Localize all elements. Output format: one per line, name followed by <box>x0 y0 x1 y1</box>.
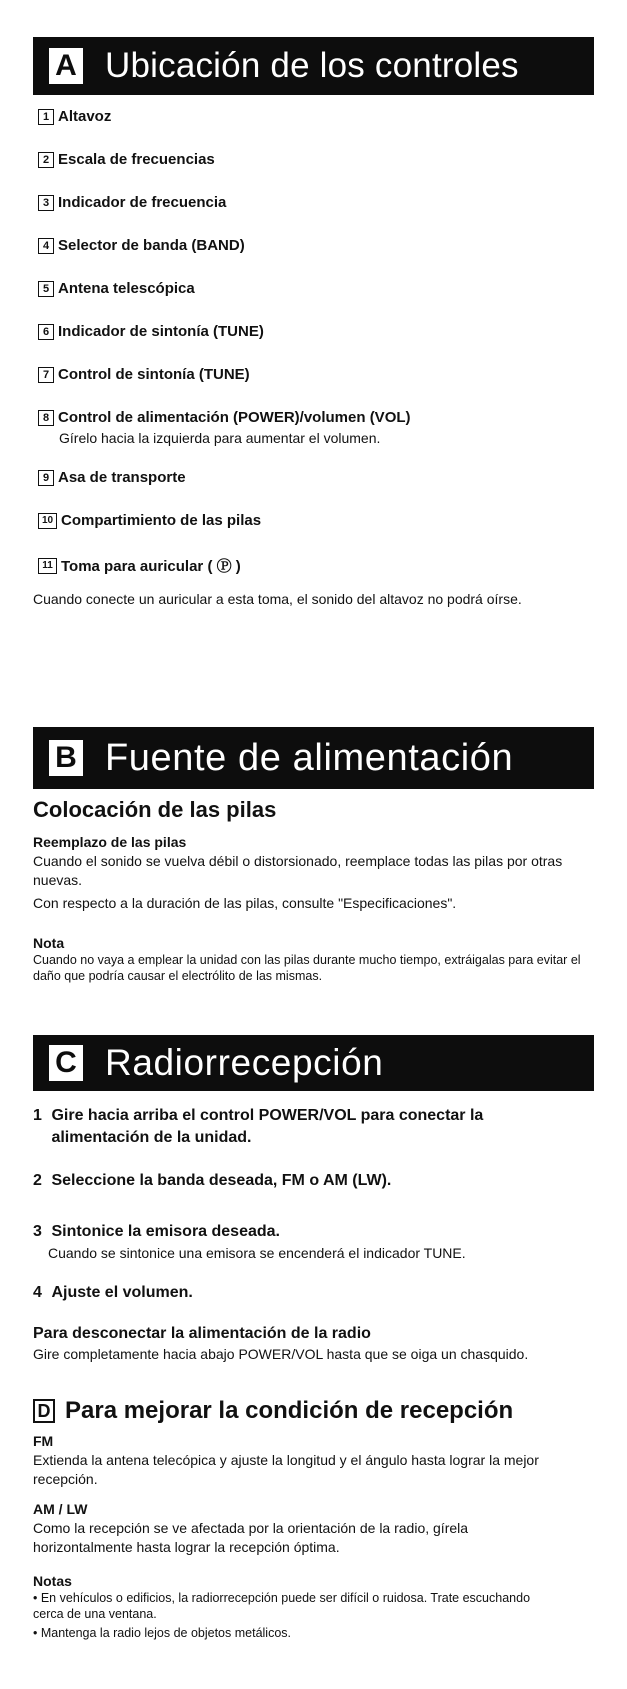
control-label: Escala de frecuencias <box>58 151 215 168</box>
control-item <box>38 323 264 340</box>
battery-life-text: Con respecto a la duración de las pilas, consulte "Especificaciones". <box>33 895 457 911</box>
control-item <box>38 108 111 125</box>
control-label: Selector de banda (BAND) <box>58 237 245 254</box>
notes-label: Notas <box>33 1573 72 1589</box>
step-item <box>33 1221 573 1243</box>
control-number: 10 <box>38 513 57 529</box>
control-item <box>38 151 215 168</box>
control-number: 9 <box>38 470 54 486</box>
control-item <box>38 409 411 426</box>
step-item <box>33 1282 573 1304</box>
section-a-title: Ubicación de los controles <box>105 46 519 85</box>
control-label: Control de alimentación (POWER)/volumen (VOL) <box>58 409 411 426</box>
control-subtext: Gírelo hacia la izquierda para aumentar el volumen. <box>59 430 381 446</box>
step-text: Ajuste el volumen. <box>51 1284 193 1301</box>
power-off-heading: Para desconectar la alimentación de la radio <box>33 1325 371 1342</box>
control-label: Antena telescópica <box>58 280 195 297</box>
battery-note-text: Cuando no vaya a emplear la unidad con las pilas durante mucho tiempo, extráigalas para evitar el daño que podría causar el electrólito de las mismas. <box>33 953 581 983</box>
am-lw-text: Como la recepción se ve afectada por la orientación de la radio, gírela horizontalmente hasta lograr la recepción óptima. <box>33 1520 469 1555</box>
step-number: 4 <box>33 1284 42 1301</box>
step-number: 3 <box>33 1223 42 1240</box>
control-label: Indicador de frecuencia <box>58 194 227 211</box>
am-lw-label: AM / LW <box>33 1501 88 1517</box>
control-label: Indicador de sintonía (TUNE) <box>58 323 264 340</box>
battery-note-label: Nota <box>33 935 65 951</box>
step-number: 1 <box>33 1107 42 1124</box>
battery-heading: Colocación de las pilas <box>33 797 277 822</box>
control-number: 2 <box>38 152 54 168</box>
battery-subheading: Reemplazo de las pilas <box>33 834 187 850</box>
control-number: 7 <box>38 367 54 383</box>
control-item <box>38 366 250 383</box>
step-number: 2 <box>33 1172 42 1189</box>
control-label: Compartimiento de las pilas <box>61 512 262 529</box>
section-b-banner <box>33 727 594 789</box>
control-item <box>38 512 261 529</box>
control-number: 4 <box>38 238 54 254</box>
control-item <box>38 469 186 486</box>
step-subtext: Cuando se sintonice una emisora se encenderá el indicador TUNE. <box>48 1245 466 1261</box>
control-label: Toma para auricular ( Ⓟ ) <box>61 558 241 575</box>
section-d-heading <box>33 1397 513 1425</box>
control-number: 6 <box>38 324 54 340</box>
control-number: 3 <box>38 195 54 211</box>
step-text: Sintonice la emisora deseada. <box>51 1223 280 1240</box>
note-bullet: • Mantenga la radio lejos de objetos metálicos. <box>33 1626 291 1640</box>
control-label: Asa de transporte <box>58 469 186 486</box>
step-item <box>33 1105 573 1149</box>
step-text: Gire hacia arriba el control POWER/VOL para conectar la alimentación de la unidad. <box>51 1107 484 1146</box>
section-b-letter: B <box>49 740 83 776</box>
step-text: Seleccione la banda deseada, FM o AM (LW). <box>51 1172 392 1189</box>
power-off-text: Gire completamente hacia abajo POWER/VOL hasta que se oiga un chasquido. <box>33 1346 529 1362</box>
section-a-letter: A <box>49 48 83 84</box>
control-number: 1 <box>38 109 54 125</box>
fm-label: FM <box>33 1433 54 1449</box>
section-d-title: Para mejorar la condición de recepción <box>65 1397 514 1424</box>
step-item <box>33 1170 573 1192</box>
section-c-title: Radiorrecepción <box>105 1042 384 1083</box>
control-item <box>38 194 226 211</box>
fm-text: Extienda la antena telecópica y ajuste la longitud y el ángulo hasta lograr la mejor recepción. <box>33 1452 539 1487</box>
control-label: Control de sintonía (TUNE) <box>58 366 250 383</box>
control-item <box>38 555 241 576</box>
control-item <box>38 237 245 254</box>
section-c-banner <box>33 1035 594 1091</box>
battery-text: Cuando el sonido se vuelva débil o distorsionado, reemplace todas las pilas por otras nuevas. <box>33 853 563 888</box>
section-c-letter: C <box>49 1045 83 1081</box>
control-number: 8 <box>38 410 54 426</box>
section-d-letter: D <box>33 1399 55 1423</box>
control-item <box>38 280 195 297</box>
section-b-title: Fuente de alimentación <box>105 736 514 779</box>
control-label: Altavoz <box>58 108 112 125</box>
note-bullet: • En vehículos o edificios, la radiorrecepción puede ser difícil o ruidosa. Trate escuchando cerca de una ventana. <box>33 1591 531 1621</box>
control-number: 5 <box>38 281 54 297</box>
section-a-banner <box>33 37 594 95</box>
control-number: 11 <box>38 558 57 574</box>
headphone-note: Cuando conecte un auricular a esta toma, el sonido del altavoz no podrá oírse. <box>33 591 522 607</box>
